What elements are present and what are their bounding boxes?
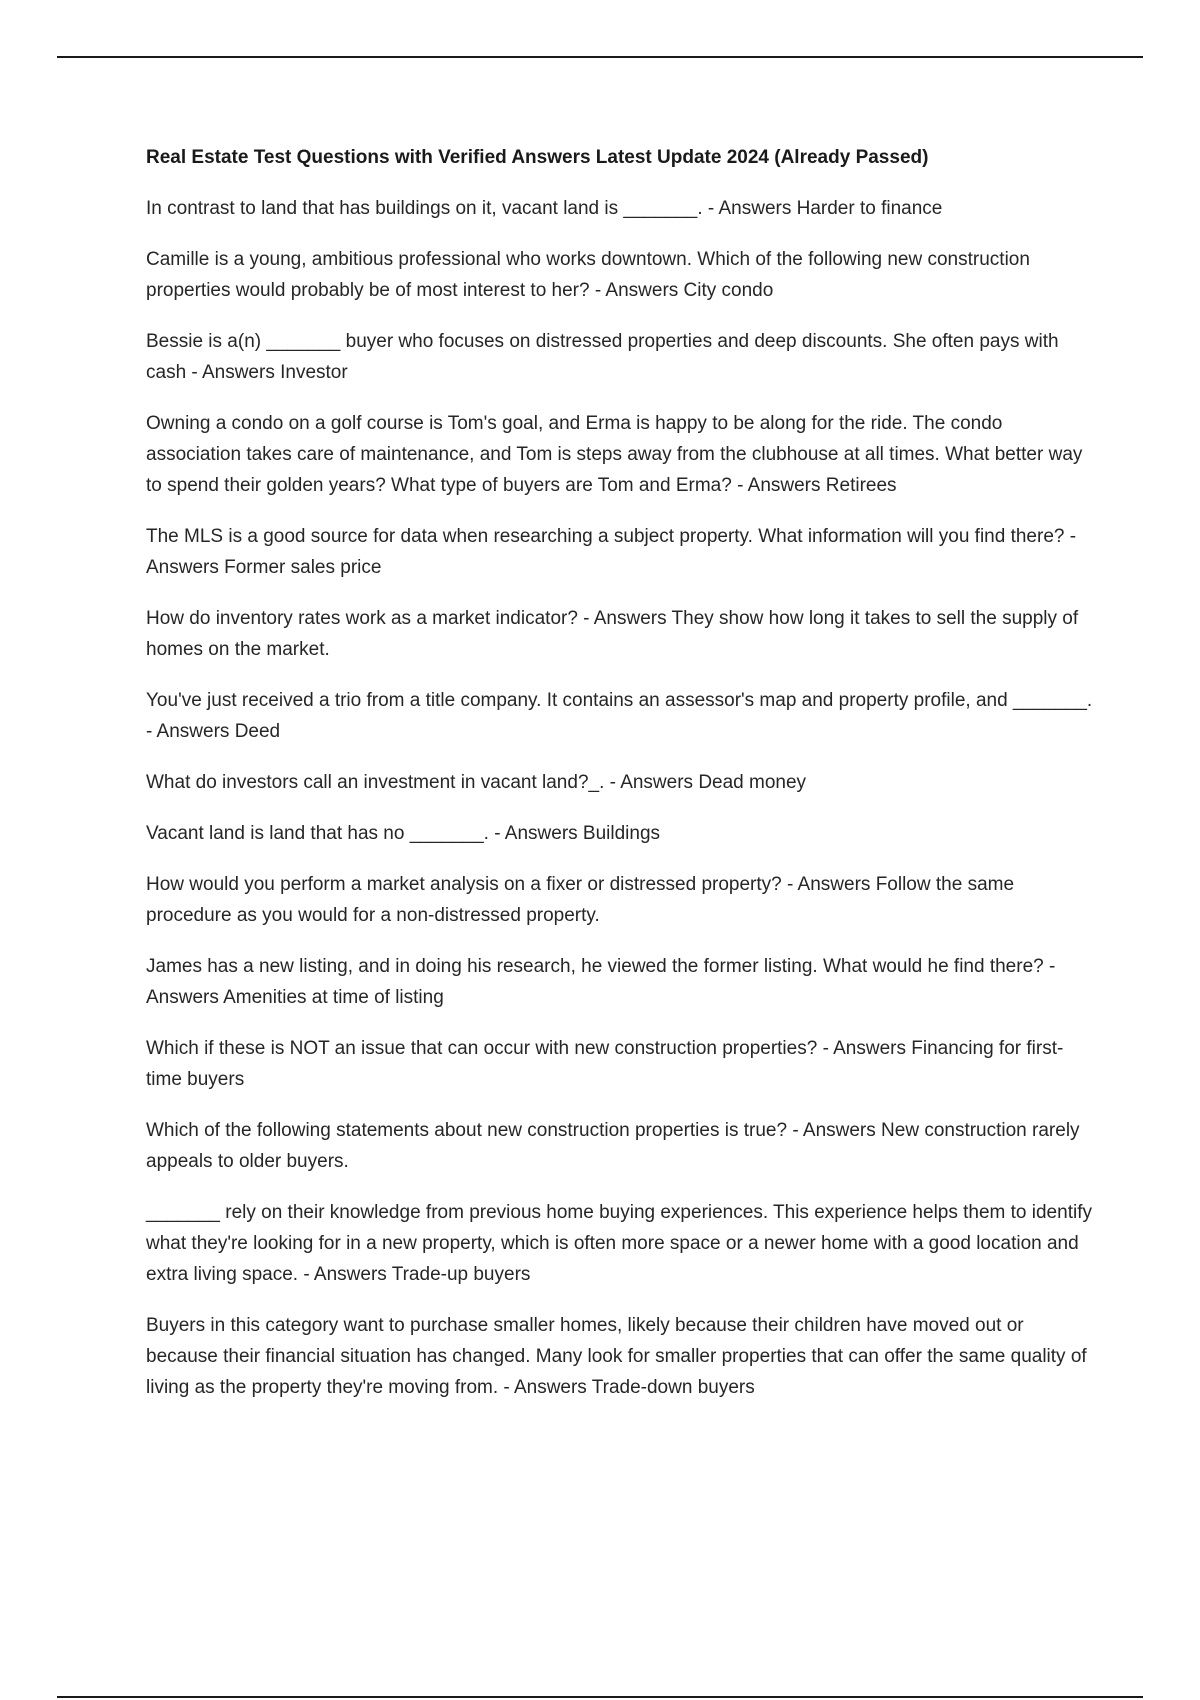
qa-item: Owning a condo on a golf course is Tom's goal, and Erma is happy to be along for the ride. The condo association takes care of maintenance, and Tom is steps away from the clubhouse at all times. What better way to spend their golden years? What type of buyers are Tom and Erma? - Answers Retirees [146,413,1083,496]
qa-item: In contrast to land that has buildings on it, vacant land is _______. - Answers Harder to finance [146,198,943,219]
document-title: Real Estate Test Questions with Verified Answers Latest Update 2024 (Already Passed) [146,147,929,168]
qa-item: What do investors call an investment in vacant land?_. - Answers Dead money [146,772,807,793]
bottom-divider [57,1696,1143,1698]
qa-item: James has a new listing, and in doing his research, he viewed the former listing. What would he find there? - Answers Amenities at time of listing [146,956,1056,1008]
top-divider [57,56,1143,58]
qa-item: How do inventory rates work as a market indicator? - Answers They show how long it takes to sell the supply of homes on the market. [146,608,1079,660]
qa-item: Which if these is NOT an issue that can occur with new construction properties? - Answers Financing for first-time buyers [146,1038,1064,1090]
qa-item: How would you perform a market analysis on a fixer or distressed property? - Answers Follow the same procedure as you would for a non-distressed property. [146,874,1015,926]
qa-item: Camille is a young, ambitious professional who works downtown. Which of the following new construction properties would probably be of most interest to her? - Answers City condo [146,249,1030,301]
document-body [146,142,1096,1423]
qa-item: _______ rely on their knowledge from previous home buying experiences. This experience helps them to identify what they're looking for in a new property, which is often more space or a newer home with a good location and extra living space. - Answers Trade-up buyers [146,1202,1092,1285]
qa-item: Bessie is a(n) _______ buyer who focuses on distressed properties and deep discounts. She often pays with cash - Answers Investor [146,331,1059,383]
qa-item: The MLS is a good source for data when researching a subject property. What information will you find there? - Answers Former sales price [146,526,1077,578]
qa-item: Which of the following statements about new construction properties is true? - Answers New construction rarely appeals to older buyers. [146,1120,1080,1172]
qa-item: Buyers in this category want to purchase smaller homes, likely because their children have moved out or because their financial situation has changed. Many look for smaller properties that can offer the same quality of living as the property they're moving from. - Answers Trade-down buyers [146,1315,1087,1398]
qa-item: Vacant land is land that has no _______. - Answers Buildings [146,823,661,844]
qa-item: You've just received a trio from a title company. It contains an assessor's map and property profile, and _______. - Answers Deed [146,690,1093,742]
